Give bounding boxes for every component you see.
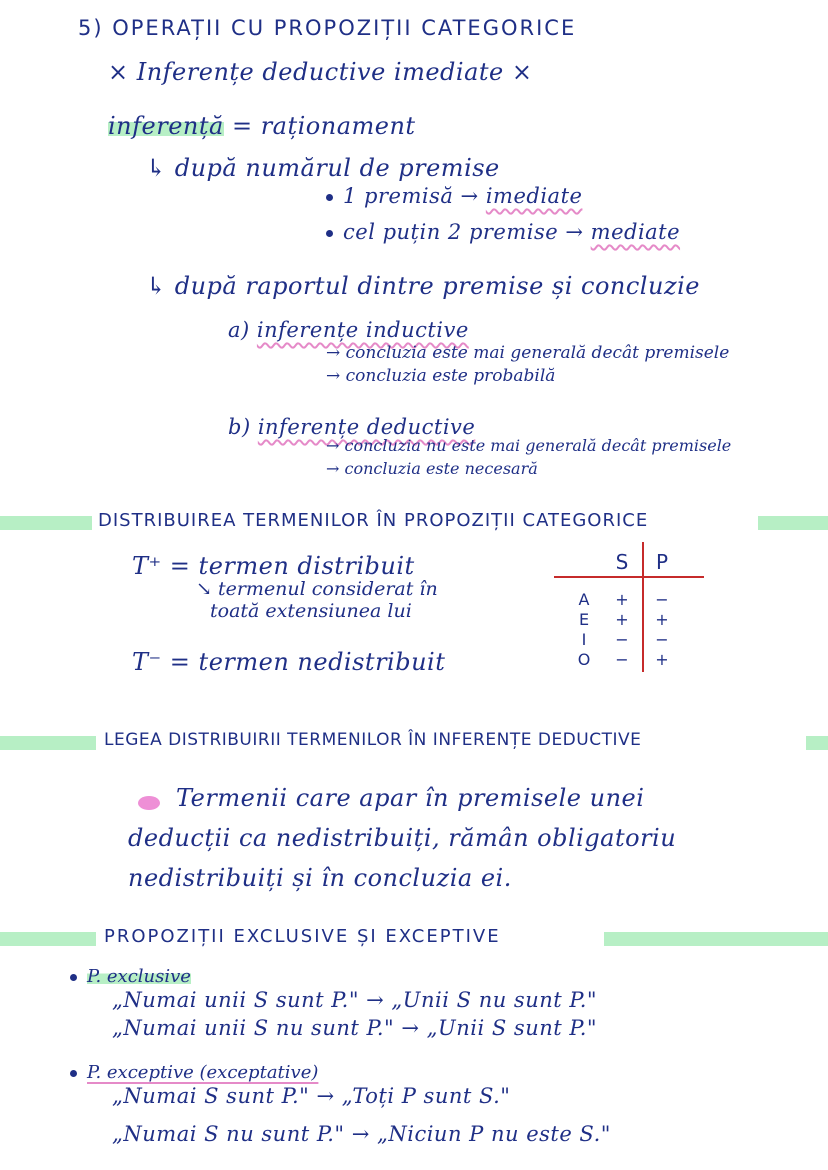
branch-number-of-premises: ↳ după numărul de premise xyxy=(146,154,500,182)
exclusive-heading: PROPOZIȚII EXCLUSIVE ȘI EXCEPTIVE xyxy=(104,926,501,947)
inference-term: inferență xyxy=(108,112,224,140)
row-i-s: − xyxy=(615,630,629,649)
table-vertical-line xyxy=(642,542,644,672)
bullet-icon xyxy=(326,230,333,237)
item-mediate: cel puțin 2 premise → mediate xyxy=(326,220,680,244)
inductive-line-1: → concluzia este mai generală decât premisele xyxy=(326,343,730,363)
heading-band-left xyxy=(0,932,96,946)
mediate-highlight: mediate xyxy=(590,220,681,244)
exclusive-line-2: „Numai unii S nu sunt P." → „Unii S sunt P." xyxy=(112,1016,598,1040)
table-horizontal-line xyxy=(554,576,704,578)
row-a-p: − xyxy=(655,590,669,609)
heading-band-right xyxy=(806,736,828,750)
heading-band-right xyxy=(758,516,828,530)
deductive-title: b) inferențe deductive xyxy=(228,415,476,439)
inductive-line-2: → concluzia este probabilă xyxy=(326,366,556,386)
exclusive-label: P. exclusive xyxy=(70,966,191,987)
deductive-line-2: → concluzia este necesară xyxy=(326,459,538,478)
heading-band-left xyxy=(0,516,92,530)
row-e-p: + xyxy=(655,610,669,629)
distribution-heading: DISTRIBUIREA TERMENILOR ÎN PROPOZIȚII CATEGORICE xyxy=(98,510,649,531)
t-plus-note-2: toată extensiunea lui xyxy=(210,600,412,622)
row-a-type: A xyxy=(578,590,590,609)
row-e-s: + xyxy=(615,610,629,629)
pink-bullet-icon xyxy=(138,796,160,810)
row-a-s: + xyxy=(615,590,629,609)
branch-relation: ↳ după raportul dintre premise și concluzie xyxy=(146,272,700,300)
header-s: S xyxy=(615,550,629,574)
law-line-3: nedistribuiți și în concluzia ei. xyxy=(128,864,512,892)
t-minus-definition: T⁻ = termen nedistribuit xyxy=(132,648,446,676)
heading-band-left xyxy=(0,736,96,750)
section-title: 5) OPERAȚII CU PROPOZIȚII CATEGORICE xyxy=(78,16,577,40)
section-subtitle: × Inferențe deductive imediate × xyxy=(108,58,533,86)
item-immediate: 1 premisă → imediate xyxy=(326,184,582,208)
exclusive-line-1: „Numai unii S sunt P." → „Unii S nu sunt P." xyxy=(112,988,598,1012)
bullet-icon xyxy=(70,1070,77,1077)
row-i-type: I xyxy=(581,630,587,649)
row-e-type: E xyxy=(578,610,590,629)
header-p: P xyxy=(655,550,669,574)
exceptive-line-1: „Numai S sunt P." → „Toți P sunt S." xyxy=(112,1084,511,1108)
immediate-highlight: imediate xyxy=(485,184,583,208)
law-heading: LEGEA DISTRIBUIRII TERMENILOR ÎN INFERENȚE DEDUCTIVE xyxy=(104,730,642,750)
row-o-type: O xyxy=(577,650,591,669)
bullet-icon xyxy=(326,194,333,201)
row-o-s: − xyxy=(615,650,629,669)
row-i-p: − xyxy=(655,630,669,649)
deductive-line-1: → concluzia nu este mai generală decât premisele xyxy=(326,436,732,455)
heading-band-right xyxy=(604,932,828,946)
inference-definition xyxy=(108,112,416,140)
bullet-icon xyxy=(70,974,77,981)
exceptive-line-2: „Numai S nu sunt P." → „Niciun P nu este S." xyxy=(112,1122,611,1146)
law-line-2: deducții ca nedistribuiți, rămân obligatoriu xyxy=(128,824,677,852)
row-o-p: + xyxy=(655,650,669,669)
law-line-1: Termenii care apar în premisele unei xyxy=(176,784,645,812)
t-plus-definition: T⁺ = termen distribuit xyxy=(132,552,415,580)
exceptive-label: P. exceptive (exceptative) xyxy=(70,1062,318,1083)
inductive-title: a) inferențe inductive xyxy=(228,318,469,342)
inference-def: = raționament xyxy=(231,112,416,140)
t-plus-note-1: ↘ termenul considerat în xyxy=(196,578,438,600)
